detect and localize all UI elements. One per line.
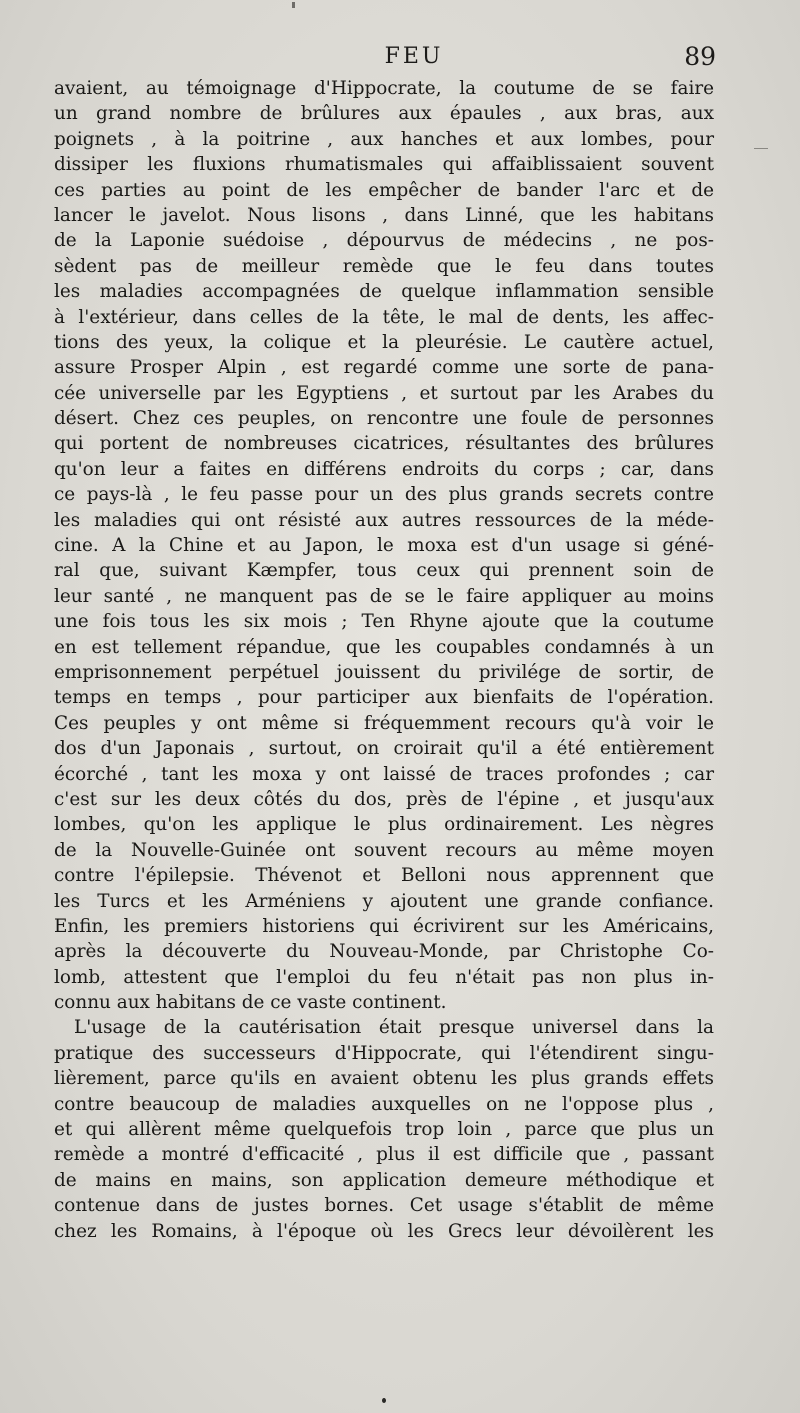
text-line: contenue dans de justes bornes. Cet usage s'établit de même bbox=[54, 1195, 714, 1217]
text-line: après la découverte du Nouveau-Monde, par Christophe Co- bbox=[54, 941, 714, 963]
ink-dot bbox=[382, 1398, 386, 1403]
text-line: cée universelle par les Egyptiens , et surtout par les Arabes du bbox=[54, 382, 714, 404]
text-line: contre beaucoup de maladies auxquelles on ne l'oppose plus , bbox=[54, 1093, 714, 1115]
text-line: les Turcs et les Arméniens y ajoutent une grande confiance. bbox=[54, 890, 714, 912]
text-line: temps en temps , pour participer aux bienfaits de l'opération. bbox=[54, 687, 714, 709]
text-line: poignets , à la poitrine , aux hanches et aux lombes, pour bbox=[54, 128, 714, 150]
text-line: en est tellement répandue, que les coupables condamnés à un bbox=[54, 636, 714, 658]
text-line: de la Nouvelle-Guinée ont souvent recours au même moyen bbox=[54, 839, 714, 861]
page-number: 89 bbox=[684, 42, 716, 71]
text-line: dissiper les fluxions rhumatismales qui affaiblissaient souvent bbox=[54, 154, 714, 176]
text-line: qui portent de nombreuses cicatrices, résultantes des brûlures bbox=[54, 433, 714, 455]
text-line: ces parties au point de les empêcher de bander l'arc et de bbox=[54, 179, 714, 201]
text-line: chez les Romains, à l'époque où les Grecs leur dévoilèrent les bbox=[54, 1220, 714, 1242]
text-line: sèdent pas de meilleur remède que le feu dans toutes bbox=[54, 255, 714, 277]
text-line: L'usage de la cautérisation était presque universel dans la bbox=[74, 1017, 714, 1039]
text-line: contre l'épilepsie. Thévenot et Belloni nous apprennent que bbox=[54, 865, 714, 887]
page-header bbox=[54, 42, 714, 76]
text-line: ral que, suivant Kæmpfer, tous ceux qui prennent soin de bbox=[54, 560, 714, 582]
body-text bbox=[54, 76, 714, 1244]
text-line: écorché , tant les moxa y ont laissé de traces profondes ; car bbox=[54, 763, 714, 785]
text-line: ce pays-là , le feu passe pour un des plus grands secrets contre bbox=[54, 484, 714, 506]
running-head: FEU bbox=[384, 44, 444, 69]
text-line: lièrement, parce qu'ils en avaient obtenu les plus grands effets bbox=[54, 1068, 714, 1090]
page-blemish bbox=[292, 2, 295, 8]
text-line: à l'extérieur, dans celles de la tête, le mal de dents, les affec- bbox=[54, 306, 714, 328]
text-line: une fois tous les six mois ; Ten Rhyne ajoute que la coutume bbox=[54, 611, 714, 633]
text-line: désert. Chez ces peuples, on rencontre une foule de personnes bbox=[54, 408, 714, 430]
text-line: leur santé , ne manquent pas de se le faire appliquer au moins bbox=[54, 585, 714, 607]
text-line: lombes, qu'on les applique le plus ordinairement. Les nègres bbox=[54, 814, 714, 836]
text-line: lancer le javelot. Nous lisons , dans Linné, que les habitans bbox=[54, 204, 714, 226]
text-line: emprisonnement perpétuel jouissent du privilége de sortir, de bbox=[54, 661, 714, 683]
text-line: avaient, au témoignage d'Hippocrate, la coutume de se faire bbox=[54, 78, 714, 99]
text-line: pratique des successeurs d'Hippocrate, qui l'étendirent singu- bbox=[54, 1042, 714, 1064]
text-line: dos d'un Japonais , surtout, on croirait qu'il a été entièrement bbox=[54, 738, 714, 760]
text-line: c'est sur les deux côtés du dos, près de l'épine , et jusqu'aux bbox=[54, 788, 714, 810]
text-line: de la Laponie suédoise , dépourvus de médecins , ne pos- bbox=[54, 230, 714, 252]
text-line: assure Prosper Alpin , est regardé comme une sorte de pana- bbox=[54, 357, 714, 379]
text-line: et qui allèrent même quelquefois trop loin , parce que plus un bbox=[54, 1119, 714, 1141]
text-line: les maladies accompagnées de quelque inflammation sensible bbox=[54, 281, 714, 303]
text-line: connu aux habitans de ce vaste continent. bbox=[54, 992, 447, 1014]
text-line: qu'on leur a faites en différens endroits du corps ; car, dans bbox=[54, 458, 714, 480]
text-line: remède a montré d'efficacité , plus il est difficile que , passant bbox=[54, 1144, 714, 1166]
text-line: Enfin, les premiers historiens qui écrivirent sur les Américains, bbox=[54, 915, 714, 937]
text-line: les maladies qui ont résisté aux autres ressources de la méde- bbox=[54, 509, 714, 531]
text-line: Ces peuples y ont même si fréquemment recours qu'à voir le bbox=[54, 712, 714, 734]
text-line: un grand nombre de brûlures aux épaules , aux bras, aux bbox=[54, 103, 714, 125]
text-line: cine. A la Chine et au Japon, le moxa est d'un usage si géné- bbox=[54, 535, 714, 557]
text-line: tions des yeux, la colique et la pleurésie. Le cautère actuel, bbox=[54, 331, 714, 353]
margin-mark bbox=[754, 148, 768, 149]
text-line: de mains en mains, son application demeure méthodique et bbox=[54, 1169, 714, 1191]
text-line: lomb, attestent que l'emploi du feu n'était pas non plus in- bbox=[54, 966, 714, 988]
